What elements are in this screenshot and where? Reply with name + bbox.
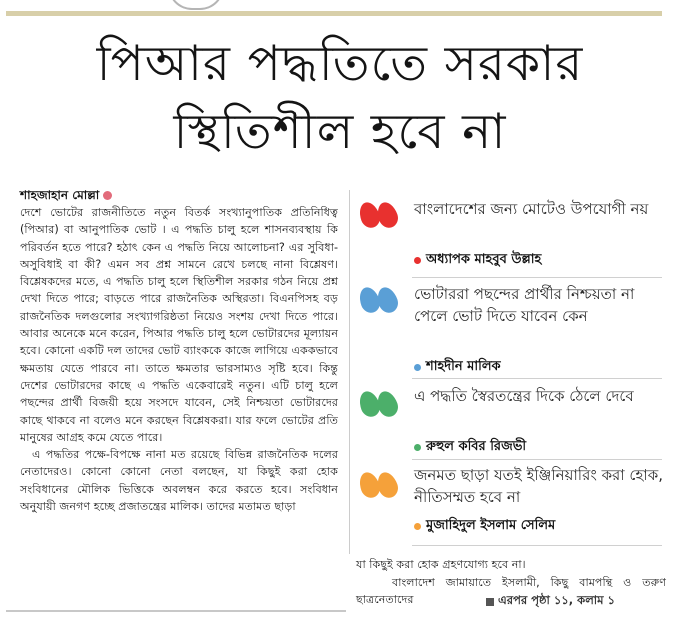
headline-line-2: স্থিতিশীল হবে না bbox=[173, 103, 507, 160]
quote-name-4 bbox=[414, 516, 555, 537]
quote-name-1 bbox=[414, 250, 541, 271]
quote-name-text-3: রুহুল কবির রিজভী bbox=[426, 439, 527, 454]
square-bullet-icon bbox=[486, 598, 494, 606]
column-divider bbox=[349, 190, 350, 554]
quote-text-4: জনমত ছাড়া যতই ইঞ্জিনিয়ারিং করা হোক, নীতিসম্মত হবে না bbox=[414, 466, 664, 506]
jump-reference bbox=[486, 592, 615, 611]
continued-line-1: যা কিছুই করা হোক গ্রহণযোগ্য হবে না। bbox=[356, 558, 526, 571]
article-paragraph-2: এ পদ্ধতির পক্ষে-বিপক্ষে নানা মত রয়েছে বিভিন্ন রাজনৈতিক দলের নেতাদেরও। কোনো কোনো নেতা বলছেন, যা কিছুই করা হোক সংবিধানের মৌলিক ভিত্তিকে অবলম্বন করে করতে হবে। সংবিধান অনুযায়ী জনগণ হচ্ছে প্রজাতন্ত্রের মালিক। তাদের মতামত ছাড়া bbox=[20, 448, 338, 514]
name-dot-icon bbox=[414, 257, 421, 264]
quote-name-3 bbox=[414, 437, 526, 458]
bottom-rule bbox=[6, 610, 346, 612]
quote-name-2 bbox=[414, 357, 501, 378]
name-dot-icon bbox=[414, 444, 421, 451]
name-dot-icon bbox=[414, 364, 421, 371]
quote-separator bbox=[412, 378, 662, 379]
quote-mark-icon bbox=[358, 202, 402, 234]
quote-separator bbox=[412, 459, 662, 460]
headline-line-1: পিআর পদ্ধতিতে সরকার bbox=[96, 35, 584, 92]
quote-mark-icon bbox=[358, 472, 402, 504]
article-body bbox=[20, 187, 338, 515]
article-paragraph-1: দেশে ভোটের রাজনীতিতে নতুন বিতর্ক সংখ্যানুপাতিক প্রতিনিধিত্ব (পিআর) বা আনুপাতিক ভোট । এ পদ্ধতি চালু হলে শাসনব্যবস্থায় কি পরিবর্তন হতে পারে? হঠাৎ কেন এ পদ্ধতি নিয়ে আলোচনা? এর সুবিধা-অসুবিধাই বা কী? এমন সব প্রশ্ন সামনে রেখে চলছে নানা বিশ্লেষণ। বিশ্লেষকদের মতে, এ পদ্ধতি চালু হলে স্থিতিশীল সরকার গঠন নিয়ে প্রশ্ন দেখা দিতে পারে; বাড়তে পারে রাজনৈতিক অস্থিরতা। বিএনপিসহ বড় রাজনৈতিক দলগুলোর সংখ্যাগরিষ্ঠতা নিয়েও সংশয় দেখা দিতে পারে। আবার অনেকে মনে করেন, পিআর পদ্ধতি চালু হলে ভোটারদের মূল্যায়ন হবে। কোনো একটি দল তাদের ভোট ব্যাংককে কাজে লাগিয়ে এককভাবে ক্ষমতায় যেতে পারবে না। তাতে ক্ষমতার ভারসাম্যও সৃষ্টি হবে। কিন্তু দেশের ভোটারদের কাছে এ পদ্ধতি একেবারেই নতুন। এটি চালু হলে পছন্দের প্রার্থী বিজয়ী হয়ে সংসদে যাবেন, সেই নিশ্চয়তা ভোটারদের কাছে থাকবে না বলেও মনে করছেন বিশ্লেষকরা। যার ফলে ভোটের প্রতি মানুষের আগ্রহ কমে যেতে পারে। bbox=[20, 206, 338, 444]
quote-text-3: এ পদ্ধতি স্বৈরতন্ত্রের দিকে ঠেলে দেবে bbox=[414, 387, 634, 405]
continued-line-2: বাংলাদেশ জামায়াতে ইসলামী, কিছু বামপন্থি ও তরুণ ছাত্রনেতাদের bbox=[356, 575, 666, 606]
quote-name-text-2: শাহদীন মালিক bbox=[426, 359, 501, 374]
byline-dot-icon bbox=[103, 191, 112, 200]
headline bbox=[20, 30, 660, 166]
jump-reference-text: এরপর পৃষ্ঠা ১১, কলাম ১ bbox=[498, 593, 615, 607]
name-dot-icon bbox=[414, 523, 421, 530]
byline-name: শাহজাহান মোল্লা bbox=[20, 188, 100, 202]
page-logo-mark bbox=[168, 0, 224, 10]
byline bbox=[20, 187, 338, 203]
quote-name-text-1: অধ্যাপক মাহবুব উল্লাহ bbox=[426, 252, 542, 267]
quote-separator bbox=[412, 545, 662, 546]
quote-mark-icon bbox=[358, 391, 402, 423]
top-rule bbox=[6, 11, 662, 16]
quote-text-2: ভোটাররা পছন্দের প্রার্থীর নিশ্চয়তা না পেলে ভোট দিতে যাবেন কেন bbox=[414, 285, 635, 325]
quote-mark-icon bbox=[358, 287, 402, 319]
quote-text-1: বাংলাদেশের জন্য মোটেও উপযোগী নয় bbox=[414, 200, 649, 218]
quote-name-text-4: মুজাহিদুল ইসলাম সেলিম bbox=[426, 518, 556, 533]
quote-separator bbox=[412, 277, 662, 278]
